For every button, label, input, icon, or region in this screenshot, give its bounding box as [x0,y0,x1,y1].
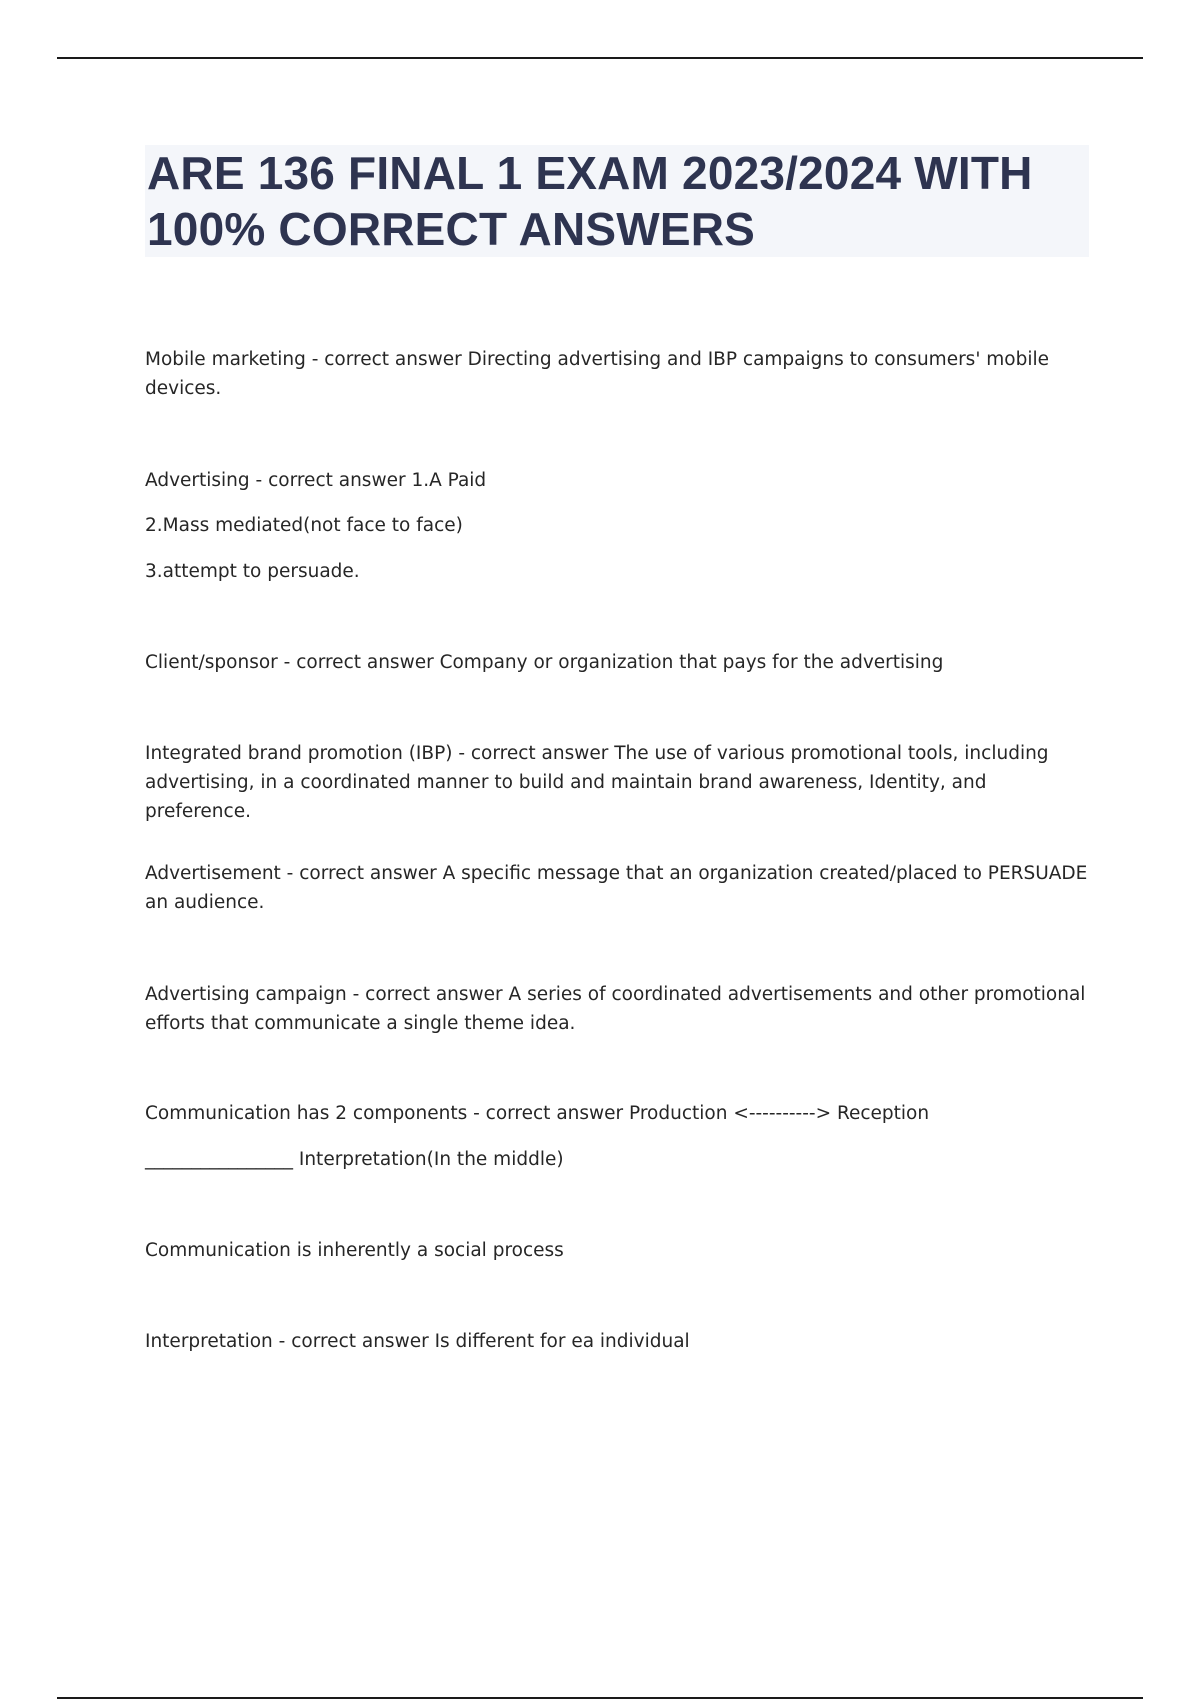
paragraph-client-sponsor: Client/sponsor - correct answer Company or organization that pays for the advertising [145,652,944,673]
paragraph-advertising: Advertising - correct answer 1.A Paid [145,470,487,491]
page-title-line-2: 100% CORRECT ANSWERS [147,203,756,255]
paragraph-mass-mediated: 2.Mass mediated(not face to face) [145,515,463,536]
paragraph-advertisement: Advertisement - correct answer A specific message that an organization created/placed to PERSUADE an audience. [145,863,1088,913]
bottom-rule [57,1697,1143,1699]
paragraph-communication-components: Communication has 2 components - correct answer Production <----------> Reception [145,1103,930,1124]
paragraph-attempt-to-persuade: 3.attempt to persuade. [145,561,360,582]
paragraph-mobile-marketing: Mobile marketing - correct answer Directing advertising and IBP campaigns to consumers' mobile devices. [145,349,1050,399]
paragraph-interpretation-middle: ________________ Interpretation(In the middle) [145,1149,564,1170]
paragraph-interpretation: Interpretation - correct answer Is different for ea individual [145,1331,690,1352]
paragraph-advertising-campaign: Advertising campaign - correct answer A series of coordinated advertisements and other promotional efforts that communicate a single theme idea. [145,984,1086,1034]
page-title [147,145,1089,257]
page-title-line-1: ARE 136 FINAL 1 EXAM 2023/2024 WITH [147,147,1033,199]
paragraph-ibp: Integrated brand promotion (IBP) - correct answer The use of various promotional tools, including advertising, in a coordinated manner to build and maintain brand awareness, Identity, and preference. [145,743,1049,822]
top-rule [57,57,1143,59]
paragraph-social-process: Communication is inherently a social process [145,1240,564,1261]
title-block [145,145,1089,257]
